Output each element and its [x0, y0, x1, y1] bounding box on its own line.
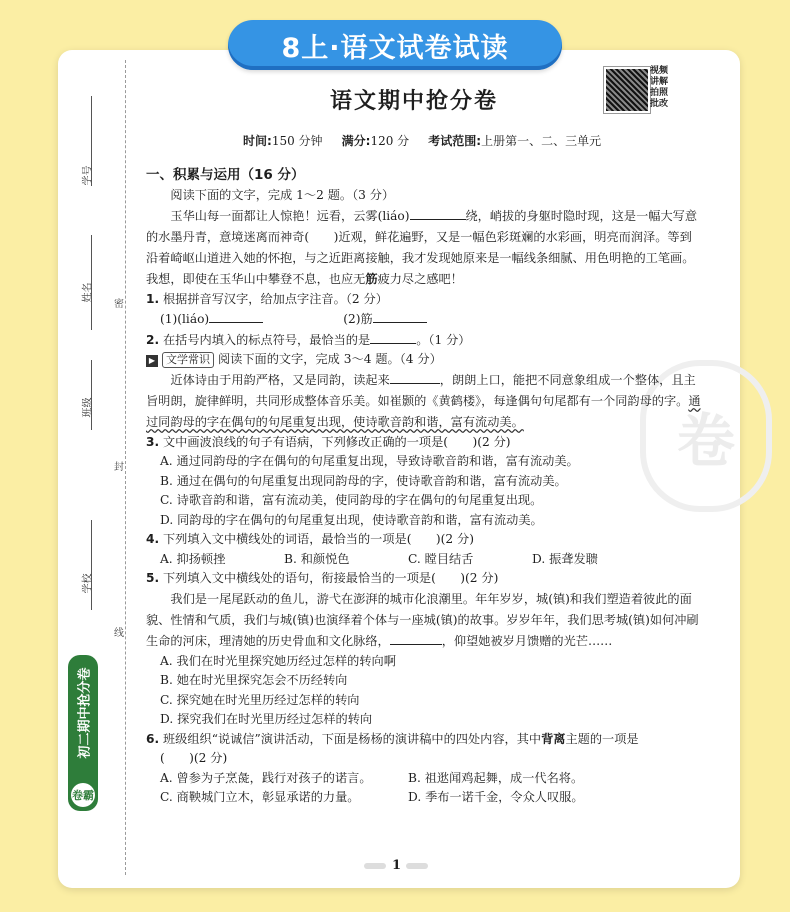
- question-number: 1.: [146, 291, 160, 306]
- option[interactable]: A. 通过同韵母的字在偶句的句尾重复出现，导致诗歌音韵和谐，富有流动美。: [160, 454, 579, 468]
- wavy-underlined-sentence: 通过同韵母的字在偶句的句尾重复出现，使诗歌音韵和谐，富有流动美。: [146, 393, 701, 429]
- series-tab: [68, 655, 98, 811]
- time-value: 150 分钟: [271, 134, 323, 148]
- question-number: 2.: [146, 332, 160, 347]
- question-1-answers: [146, 309, 702, 330]
- question-number: 3.: [146, 434, 160, 449]
- option[interactable]: A. 我们在时光里探究她历经过怎样的转向啊: [160, 653, 396, 668]
- seal-mark: 密: [114, 299, 124, 310]
- range-value: 上册第一、二、三单元: [481, 134, 602, 148]
- passage-text: 疲力尽之感吧！: [377, 271, 463, 286]
- seal-mark: 线: [114, 628, 124, 639]
- answer-label: (1)(liáo): [160, 312, 210, 326]
- question-4: [146, 530, 702, 550]
- question-number: 6.: [146, 731, 160, 746]
- page-title: 语文期中抢分卷: [330, 88, 499, 114]
- fill-blank[interactable]: [410, 206, 466, 220]
- question-text: 班级组织“说诚信”演讲活动，下面是杨杨的演讲稿中的四处内容，其中: [163, 731, 542, 746]
- reading-instruction: 阅读下面的文字，完成 1～2 题。（3 分）: [170, 188, 395, 202]
- passage-text: 绕，峭拔的身躯时隐时现，这是一幅大写意的水墨丹青，意境迷离而神奇( )近观，鲜花遍野，又是一幅色彩斑斓的水彩画，明亮而润泽。等到沿着崎岖山道进入她的怀抱，与之近距离接触，我才发现她原来是一幅线条细腻、用色明艳的工笔画。我想，即使在玉华山中攀登不息，也应无: [146, 208, 698, 286]
- passage-text: 我们是一尾尾跃动的鱼儿，游弋在澎湃的城市化浪潮里。年年岁岁，城(镇)和我们塑造着彼此的面貌、性情和气质，我们与城(镇)也演绎着个体与一座城(镇)的故事。岁岁年年，我们思考城(镇)如何冲刷生命的河床，理清她的历史骨血和文化脉络，: [146, 591, 699, 648]
- binding-line: [125, 60, 126, 875]
- qr-label: 视频讲解拍照批改: [650, 66, 669, 109]
- exam-meta: [243, 132, 601, 149]
- question-3: [146, 433, 702, 453]
- option[interactable]: B. 通过在偶句的句尾重复出现同韵母的字，使诗歌音韵和谐，富有流动美。: [160, 473, 567, 488]
- question-text: 在括号内填入的标点符号，最恰当的是: [163, 332, 371, 347]
- question-text: 。（1 分）: [416, 332, 471, 347]
- qr-code-icon[interactable]: [604, 67, 650, 113]
- question-text: 主题的一项是: [565, 731, 639, 746]
- answer-blank[interactable]: [370, 330, 416, 344]
- option[interactable]: A. 抑扬顿挫: [160, 551, 226, 566]
- answer-blank[interactable]: [209, 309, 263, 323]
- option[interactable]: B. 她在时光里探究怎会不历经转向: [160, 673, 348, 687]
- question-2: [146, 330, 702, 351]
- option[interactable]: C. 商鞅城门立木，彰显承诺的力量。: [160, 790, 360, 804]
- emphasis-text: 背离: [541, 731, 566, 746]
- brand-badge: 卷霸: [71, 783, 95, 807]
- field-label-id: 学号: [82, 165, 94, 186]
- question-text: 下列填入文中横线处的词语，最恰当的一项是( )(2 分): [163, 532, 474, 546]
- question-number: 5.: [146, 571, 160, 585]
- answer-blank[interactable]: [373, 309, 427, 323]
- series-tab-label: 初二期中抢分卷: [77, 667, 93, 759]
- option[interactable]: C. 探究她在时光里历经过怎样的转向: [160, 692, 360, 707]
- dotted-char: 筋: [365, 271, 378, 286]
- question-6-score: ( )(2 分): [160, 751, 228, 765]
- banner-text: 8上·语文试卷试读: [281, 32, 509, 64]
- option[interactable]: C. 诗歌音韵和谐，富有流动美，使同韵母的字在偶句的句尾重复出现。: [160, 493, 543, 507]
- passage-text: ，朗朗上口，能把不同意象组成一个整体，且主旨明朗，旋律鲜明，共同形成整体音乐美。如崔颢的《黄鹤楼》，每逢偶句句尾都有一个同韵母的字。: [146, 372, 696, 408]
- question-text: 根据拼音写汉字，给加点字注音。（2 分）: [163, 291, 388, 306]
- question-1: [146, 290, 702, 310]
- question-6: [146, 730, 702, 750]
- page-number: 1: [392, 858, 402, 873]
- exam-content: [146, 164, 702, 808]
- fill-blank[interactable]: [390, 370, 440, 384]
- passage-2: [146, 370, 702, 433]
- option[interactable]: D. 振聋发聩: [532, 551, 598, 566]
- option[interactable]: D. 季布一诺千金，令众人叹服。: [408, 790, 584, 804]
- score-value: 120 分: [370, 134, 410, 148]
- field-line: [91, 360, 92, 430]
- section-heading: 一、积累与运用（16 分）: [146, 167, 305, 183]
- reading-instruction: 阅读下面的文字，完成 3～4 题。（4 分）: [218, 352, 442, 366]
- seal-mark: 封: [114, 462, 124, 473]
- literature-intro: [146, 350, 702, 370]
- passage-text: 近体诗由于用韵严格，又是同韵，读起来: [170, 372, 390, 387]
- fill-blank[interactable]: [390, 631, 442, 645]
- question-6-options-row: [146, 788, 702, 808]
- answer-label: (2)筋: [343, 312, 373, 326]
- question-4-options: [146, 550, 702, 570]
- passage-text: 玉华山每一面都让人惊艳！远看，云雾(liáo): [170, 208, 410, 223]
- question-text: 下列填入文中横线处的语句，衔接最恰当的一项是( )(2 分): [163, 571, 499, 585]
- title-banner: [228, 20, 562, 70]
- question-6-options-row: [146, 769, 702, 789]
- field-label-school: 学校: [82, 573, 94, 594]
- field-label-name: 姓名: [82, 282, 94, 303]
- field-label-class: 班级: [82, 397, 94, 418]
- passage-1: [146, 206, 702, 290]
- play-icon[interactable]: ▶: [146, 355, 158, 367]
- option[interactable]: B. 祖逖闻鸡起舞，成一代名将。: [408, 770, 584, 785]
- option[interactable]: D. 同韵母的字在偶句的句尾重复出现，使诗歌音韵和谐，富有流动美。: [160, 512, 543, 527]
- literature-tag: 文学常识: [162, 352, 214, 368]
- question-number: 4.: [146, 532, 160, 546]
- passage-text: ，仰望她被岁月馈赠的光芒……: [441, 633, 613, 648]
- passage-3: [146, 589, 702, 652]
- question-5: [146, 569, 702, 589]
- score-label: 满分:: [341, 134, 371, 148]
- time-label: 时间:: [243, 134, 272, 148]
- option[interactable]: A. 曾参为子烹彘，践行对孩子的诺言。: [160, 770, 372, 785]
- range-label: 考试范围:: [428, 134, 482, 148]
- option[interactable]: C. 瞠目结舌: [408, 551, 474, 566]
- field-line: [91, 520, 92, 610]
- option[interactable]: D. 探究我们在时光里历经过怎样的转向: [160, 712, 373, 726]
- question-text: 文中画波浪线的句子有语病，下列修改正确的一项是( )(2 分): [163, 434, 511, 449]
- option[interactable]: B. 和颜悦色: [284, 551, 350, 566]
- watermark-seal: 卷: [640, 360, 772, 512]
